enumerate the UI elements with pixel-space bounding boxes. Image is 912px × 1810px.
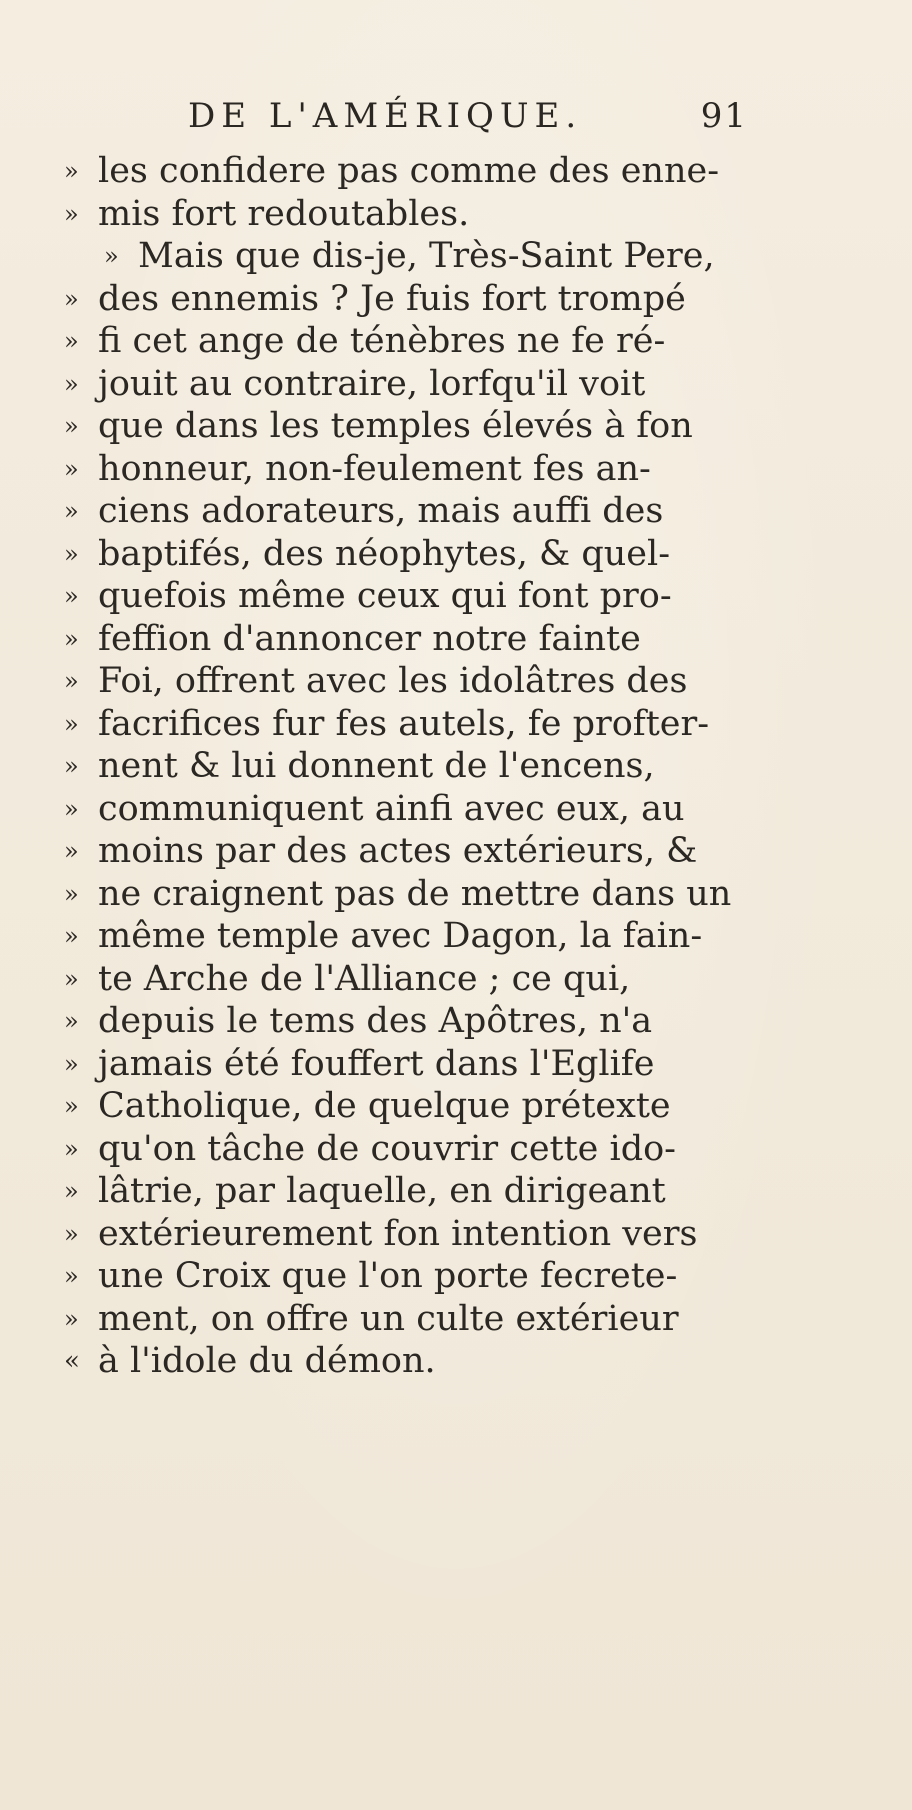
text-line <box>64 1170 754 1213</box>
quote-mark: » <box>64 709 79 738</box>
line-text: jamais été fouffert dans l'Eglife <box>98 1043 655 1084</box>
quote-mark: » <box>64 1177 79 1205</box>
text-line <box>64 1128 754 1171</box>
line-text: Catholique, de quelque prétexte <box>98 1086 671 1126</box>
text-line <box>64 193 754 236</box>
quote-mark: » <box>64 157 79 185</box>
line-text: une Croix que l'on porte fecrete- <box>98 1256 678 1296</box>
line-text: extérieurement fon intention vers <box>98 1213 698 1254</box>
quote-mark: » <box>64 879 79 908</box>
text-line <box>64 1255 754 1298</box>
line-text: moins par des actes extérieurs, & <box>98 831 698 871</box>
text-line <box>64 490 754 533</box>
line-text: ne craignent pas de mettre dans un <box>98 873 732 914</box>
line-text: les confidere pas comme des enne- <box>98 151 720 191</box>
line-text: Foi, offrent avec les idolâtres des <box>98 661 688 701</box>
line-text: lâtrie, par laquelle, en dirigeant <box>98 1171 666 1211</box>
text-line <box>64 618 754 661</box>
text-line <box>64 958 754 1001</box>
quote-mark: » <box>64 412 79 440</box>
text-line <box>64 915 754 958</box>
line-text: baptifés, des néophytes, & quel- <box>98 533 671 574</box>
quote-mark: » <box>64 1134 79 1163</box>
line-text: à l'idole du démon. <box>98 1341 436 1381</box>
quote-mark: » <box>64 1219 79 1248</box>
text-line <box>64 235 754 278</box>
text-line <box>64 150 754 193</box>
quote-mark: » <box>64 1304 79 1333</box>
text-line <box>64 830 754 873</box>
text-line <box>64 745 754 788</box>
line-text: des ennemis ? Je fuis fort trompé <box>98 278 686 319</box>
page-number: 91 <box>700 96 748 136</box>
text-line <box>64 873 754 916</box>
quote-mark: » <box>64 497 79 525</box>
line-text: ciens adorateurs, mais auffi des <box>98 491 664 531</box>
quote-mark: » <box>64 624 79 653</box>
text-line <box>64 1000 754 1043</box>
line-text: facrifices fur fes autels, fe profter- <box>98 703 710 744</box>
line-text: depuis le tems des Apôtres, n'a <box>98 1001 653 1041</box>
line-text: qu'on tâche de couvrir cette ido- <box>98 1128 677 1169</box>
line-text: que dans les temples élevés à fon <box>98 406 693 446</box>
quote-mark: » <box>64 794 79 823</box>
text-line <box>64 405 754 448</box>
text-line <box>64 278 754 321</box>
quote-mark: » <box>64 539 79 568</box>
line-text: honneur, non-feulement fes an- <box>98 448 651 489</box>
text-line <box>64 1213 754 1256</box>
quote-mark: » <box>64 454 79 483</box>
text-line <box>64 660 754 703</box>
line-text: fi cet ange de ténèbres ne fe ré- <box>98 321 666 361</box>
line-text: mis fort redoutables. <box>98 193 470 234</box>
quote-mark: » <box>104 242 119 270</box>
text-line <box>64 703 754 746</box>
line-text: ment, on offre un culte extérieur <box>98 1298 679 1339</box>
text-line <box>64 1298 754 1341</box>
quote-mark: » <box>64 1049 79 1078</box>
quote-mark: » <box>64 752 79 780</box>
text-line <box>64 1340 754 1383</box>
line-text: quefois même ceux qui font pro- <box>98 576 672 616</box>
line-text: même temple avec Dagon, la fain- <box>98 916 703 956</box>
text-line <box>64 1085 754 1128</box>
quote-mark: » <box>64 582 79 610</box>
line-text: Mais que dis-je, Très-Saint Pere, <box>138 236 715 276</box>
quote-mark: » <box>64 327 79 355</box>
quote-mark: » <box>64 837 79 865</box>
text-line <box>64 533 754 576</box>
line-text: te Arche de l'Alliance ; ce qui, <box>98 958 631 999</box>
quote-mark: » <box>64 964 79 993</box>
quote-mark: » <box>64 199 79 228</box>
quote-mark: » <box>64 1262 79 1290</box>
text-line <box>64 320 754 363</box>
line-text: feffion d'annoncer notre fainte <box>98 618 641 659</box>
page-header <box>188 96 748 146</box>
quote-mark: » <box>64 369 79 398</box>
text-line <box>64 363 754 406</box>
quote-mark: » <box>64 922 79 950</box>
text-line <box>64 448 754 491</box>
quote-mark: » <box>64 1007 79 1035</box>
quote-mark: » <box>64 1092 79 1120</box>
running-head: DE L'AMÉRIQUE. <box>188 96 583 136</box>
body-text <box>64 150 754 1383</box>
text-line <box>64 575 754 618</box>
line-text: nent & lui donnent de l'encens, <box>98 746 655 786</box>
quote-mark: » <box>64 284 79 313</box>
text-line <box>64 1043 754 1086</box>
line-text: jouit au contraire, lorfqu'il voit <box>98 363 646 404</box>
quote-mark: « <box>64 1346 80 1376</box>
line-text: communiquent ainfi avec eux, au <box>98 788 685 829</box>
quote-mark: » <box>64 667 79 695</box>
text-line <box>64 788 754 831</box>
